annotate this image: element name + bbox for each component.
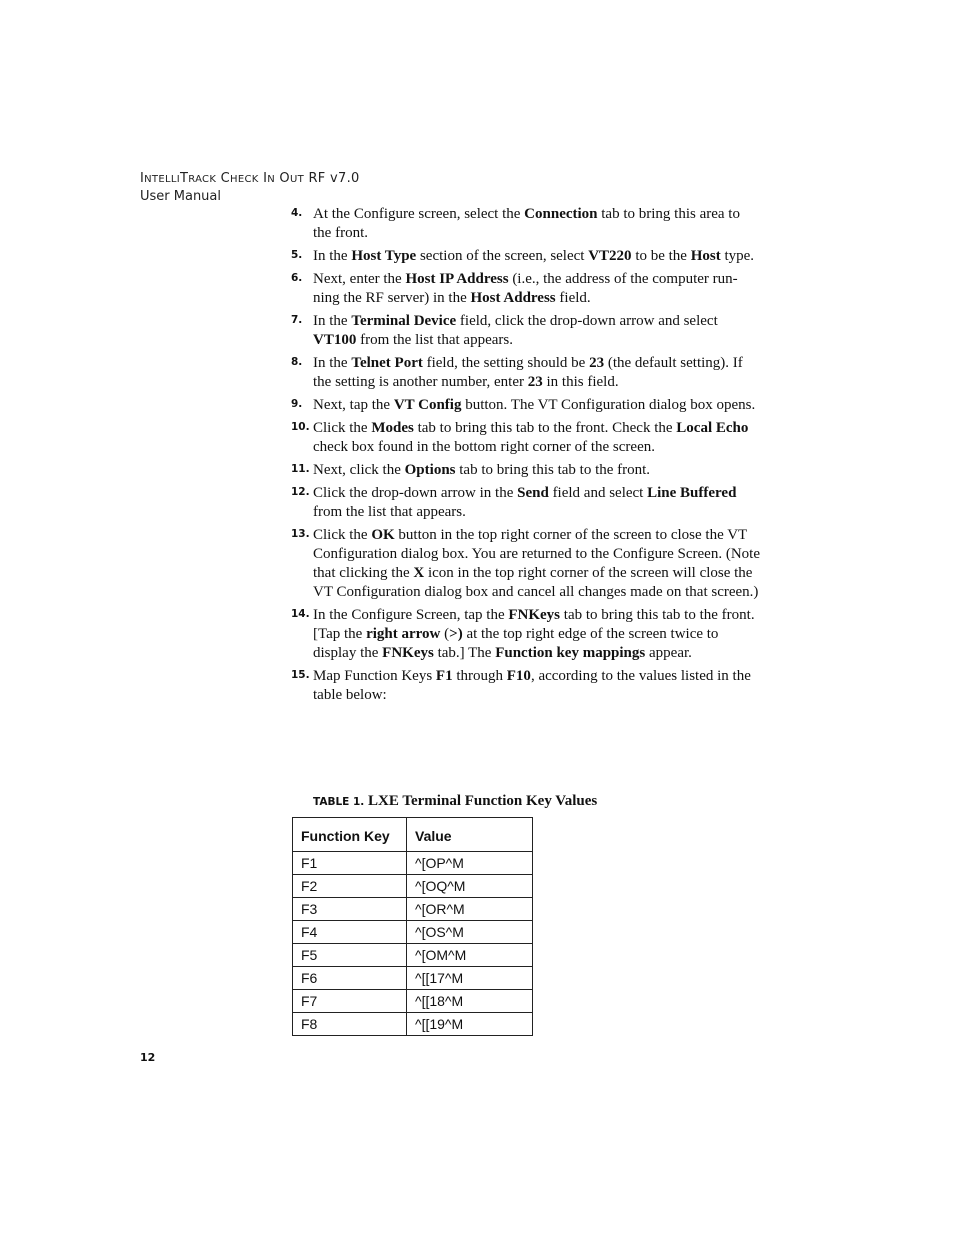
step-text-segment: in this field. [542,374,619,390]
value-cell: ^[OS^M [407,921,533,944]
function-key-cell: F6 [293,967,407,990]
value-cell: ^[[17^M [407,967,533,990]
step-text-segment: field, click the drop-down arrow and select [456,313,718,329]
step-emphasis: Modes [371,420,414,436]
step-text-segment: Click the [313,527,372,543]
step-text [313,205,761,243]
value-cell: ^[[18^M [407,990,533,1013]
value-cell: ^[[19^M [407,1013,533,1036]
step-text [313,461,761,480]
step-text-segment: to be the [631,248,691,264]
step-number: 9. [291,398,303,410]
step-emphasis: VT220 [588,248,632,264]
list-item [291,205,761,243]
table-row [293,921,533,944]
list-item [291,419,761,457]
step-emphasis: Send [517,485,549,501]
step-emphasis: X [413,565,425,581]
function-key-cell: F8 [293,1013,407,1036]
step-emphasis: 23 [527,374,543,390]
step-text-segment: In the [313,313,352,329]
table-row [293,944,533,967]
step-text-segment: section of the screen, select [416,248,589,264]
step-text-segment: at the top right edge of the screen twice to display the [313,626,719,661]
step-text-segment: field, the setting should be [422,355,590,371]
step-text-segment: tab to bring this tab to the front. Check the [413,420,677,436]
step-text-segment: tab to bring this tab to the front. [455,462,651,478]
step-text-segment: In the [313,355,352,371]
function-key-cell: F3 [293,898,407,921]
step-text-segment: (i.e., the address of the computer run-ning the RF server) in the [313,271,738,306]
step-text-segment: tab.] The [433,645,496,661]
table-row [293,875,533,898]
step-text [313,354,761,392]
step-emphasis: Local Echo [676,420,749,436]
step-text-segment: Next, tap the [313,397,394,413]
table-caption [313,791,597,812]
list-item [291,396,761,415]
list-item [291,312,761,350]
step-emphasis: F1 [435,668,453,684]
list-item [291,606,761,663]
step-text-segment: through [452,668,507,684]
step-text-segment: icon in the top right corner of the screen will close the VT Configuration dialog box and cancel all changes made on that screen.) [313,565,759,600]
table-caption-label: TABLE 1. [313,796,365,808]
step-number: 4. [291,207,303,219]
list-item [291,667,761,705]
step-emphasis: Host Type [351,248,417,264]
table-row [293,1013,533,1036]
table-header-row [293,818,533,852]
step-text [313,667,761,705]
step-text-segment: , according to the values listed in the table below: [313,668,751,703]
table-row [293,852,533,875]
step-number: 10. [291,421,310,433]
table-row [293,898,533,921]
document-title: INTELLITRACK CHECK IN OUT RF v7.0 [140,171,360,186]
step-emphasis: FNKeys [508,607,561,623]
function-key-cell: F2 [293,875,407,898]
value-cell: ^[OM^M [407,944,533,967]
step-number: 6. [291,272,303,284]
step-emphasis: Line Buffered [647,485,737,501]
step-number: 14. [291,608,310,620]
list-item [291,526,761,602]
column-header-value: Value [407,818,533,852]
step-text-segment: button. The VT Configuration dialog box opens. [461,397,756,413]
step-text-segment: In the [313,248,352,264]
step-text [313,270,761,308]
list-item [291,247,761,266]
function-key-cell: F7 [293,990,407,1013]
step-emphasis: Options [404,462,456,478]
list-item [291,461,761,480]
step-text-segment: field and select [548,485,648,501]
step-emphasis: Telnet Port [351,355,423,371]
step-text-segment: from the list that appears. [313,504,466,520]
step-text-segment: (the default setting). If the setting is another number, enter [313,355,743,390]
step-emphasis: right arrow [366,626,441,642]
procedure-steps [291,205,761,709]
step-emphasis: >) [449,626,463,642]
step-text [313,526,761,602]
step-emphasis: VT Config [393,397,462,413]
step-text [313,312,761,350]
step-emphasis: VT100 [313,332,357,348]
step-text-segment: field. [555,290,591,306]
step-text-segment: Map Function Keys [313,668,436,684]
step-number: 13. [291,528,310,540]
table-caption-title: LXE Terminal Function Key Values [368,793,598,809]
step-text-segment: check box found in the bottom right corner of the screen. [313,439,655,455]
step-number: 12. [291,486,310,498]
step-emphasis: Terminal Device [351,313,457,329]
step-emphasis: FNKeys [382,645,434,661]
step-text-segment: from the list that appears. [356,332,513,348]
list-item [291,270,761,308]
step-number: 8. [291,356,303,368]
function-key-cell: F4 [293,921,407,944]
table-row [293,990,533,1013]
column-header-function-key: Function Key [293,818,407,852]
step-emphasis: Function key mappings [495,645,646,661]
step-text [313,606,761,663]
value-cell: ^[OP^M [407,852,533,875]
step-number: 5. [291,249,303,261]
function-key-table [292,817,533,1036]
step-emphasis: Host Address [470,290,556,306]
step-number: 15. [291,669,310,681]
step-text-segment: In the Configure Screen, tap the [313,607,509,623]
step-text-segment: ( [440,626,450,642]
step-number: 7. [291,314,303,326]
function-key-cell: F5 [293,944,407,967]
step-text-segment: appear. [645,645,692,661]
value-cell: ^[OR^M [407,898,533,921]
step-emphasis: Connection [524,206,598,222]
list-item [291,484,761,522]
running-header [140,170,360,205]
step-text-segment: button in the top right corner of the screen to close the VT Configuration dialog box. You are returned to the Configure Screen. (Note that clicking the [313,527,760,581]
step-text-segment: Click the [313,420,372,436]
table-body [293,852,533,1036]
step-text-segment: tab to bring this tab to the front. [Tap the [313,607,755,642]
step-text [313,247,761,266]
step-emphasis: F10 [506,668,531,684]
step-emphasis: Host IP Address [405,271,509,287]
step-text [313,484,761,522]
step-number: 11. [291,463,310,475]
step-text [313,396,761,415]
page-number: 12 [140,1051,156,1064]
step-text-segment: type. [720,248,755,264]
step-emphasis: Host [690,248,721,264]
step-text-segment: Click the drop-down arrow in the [313,485,518,501]
step-text [313,419,761,457]
function-key-cell: F1 [293,852,407,875]
value-cell: ^[OQ^M [407,875,533,898]
step-text-segment: Next, click the [313,462,405,478]
list-item [291,354,761,392]
table-row [293,967,533,990]
document-subtitle: User Manual [140,189,222,204]
step-emphasis: OK [371,527,395,543]
step-text-segment: tab to bring this area to the front. [313,206,740,241]
step-text-segment: At the Configure screen, select the [313,206,525,222]
step-text-segment: Next, enter the [313,271,406,287]
step-emphasis: 23 [589,355,605,371]
